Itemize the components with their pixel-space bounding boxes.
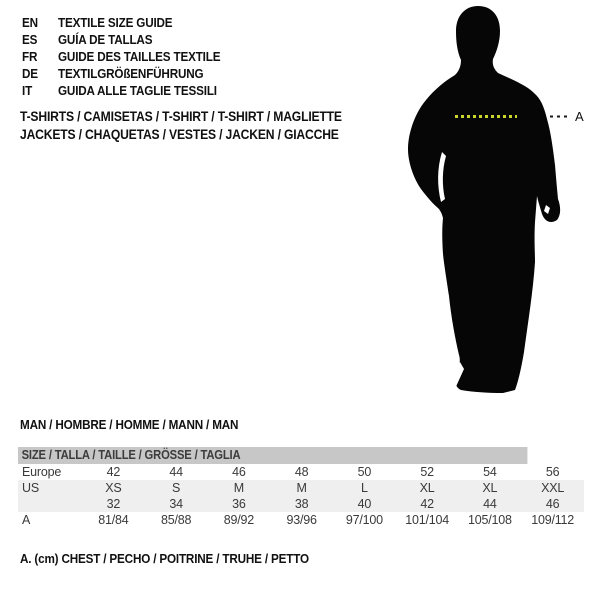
- size-value: 36: [232, 497, 246, 511]
- language-row: [22, 31, 238, 48]
- language-label: GUIDA ALLE TAGLIE TESSILI: [58, 83, 217, 98]
- category-tshirts: T-SHIRTS / CAMISETAS / T-SHIRT / T-SHIRT / MAGLIETTE: [20, 109, 342, 124]
- table-row-us-numeric: [18, 496, 584, 512]
- language-label: GUIDE DES TAILLES TEXTILE: [58, 49, 221, 64]
- size-value: XL: [419, 481, 435, 495]
- size-value: 97/100: [345, 513, 383, 527]
- category-jackets: JACKETS / CHAQUETAS / VESTES / JACKEN / GIACCHE: [20, 126, 339, 142]
- size-value: 93/96: [286, 513, 317, 527]
- category-list: [20, 108, 378, 143]
- size-value: 32: [106, 497, 121, 511]
- language-code: FR: [22, 49, 38, 64]
- size-value: 56: [545, 465, 560, 479]
- size-value: 109/112: [531, 513, 575, 527]
- size-value: 85/88: [160, 513, 192, 527]
- size-value: M: [296, 481, 307, 495]
- size-value: 34: [169, 497, 183, 511]
- language-row: [22, 65, 238, 82]
- size-value: 81/84: [98, 513, 129, 527]
- size-value: 101/104: [405, 513, 450, 527]
- row-label: US: [22, 481, 39, 495]
- size-value: XS: [105, 481, 122, 495]
- row-label: [18, 496, 82, 512]
- language-label: TEXTILGRÖßENFÜHRUNG: [58, 66, 204, 81]
- language-code: DE: [22, 66, 38, 81]
- language-code: EN: [22, 15, 38, 30]
- size-value: 46: [232, 465, 246, 479]
- man-body-shape: [408, 6, 560, 393]
- size-value: S: [172, 481, 181, 495]
- size-value: 52: [420, 465, 434, 479]
- row-label: A: [22, 513, 31, 527]
- size-value: 89/92: [223, 513, 255, 527]
- size-value: 40: [357, 497, 372, 511]
- size-value: 44: [483, 497, 497, 511]
- table-row-europe: [18, 464, 584, 480]
- measure-label-a: A: [575, 109, 584, 124]
- row-label: Europe: [22, 465, 62, 479]
- table-row-chest-cm: [18, 512, 584, 528]
- size-value: 44: [169, 465, 183, 479]
- size-value: L: [360, 481, 368, 495]
- language-label: TEXTILE SIZE GUIDE: [58, 15, 173, 30]
- section-title-man: MAN / HOMBRE / HOMME / MANN / MAN: [20, 417, 239, 432]
- size-value: 48: [294, 465, 309, 479]
- language-row: [22, 82, 238, 99]
- size-value: 50: [357, 465, 372, 479]
- size-value: 42: [106, 465, 121, 479]
- language-row: [22, 14, 238, 31]
- size-table: [18, 447, 584, 528]
- measurement-footnote: A. (cm) CHEST / PECHO / POITRINE / TRUHE / PETTO: [20, 551, 309, 566]
- language-row: [22, 48, 238, 65]
- size-value: M: [233, 481, 244, 495]
- man-silhouette: [400, 0, 600, 410]
- size-table-header: SIZE / TALLA / TAILLE / GRÖSSE / TAGLIA: [18, 447, 527, 464]
- size-value: XL: [482, 481, 498, 495]
- language-code: IT: [22, 83, 33, 98]
- size-value: 54: [483, 465, 497, 479]
- size-value: 105/108: [467, 513, 512, 527]
- language-list: [22, 14, 238, 99]
- size-value: 38: [294, 497, 309, 511]
- language-code: ES: [22, 32, 38, 47]
- size-value: XXL: [541, 481, 565, 495]
- size-value: 42: [420, 497, 434, 511]
- language-label: GUÍA DE TALLAS: [58, 32, 153, 47]
- size-value: 46: [545, 497, 560, 511]
- table-row-us: [18, 480, 584, 496]
